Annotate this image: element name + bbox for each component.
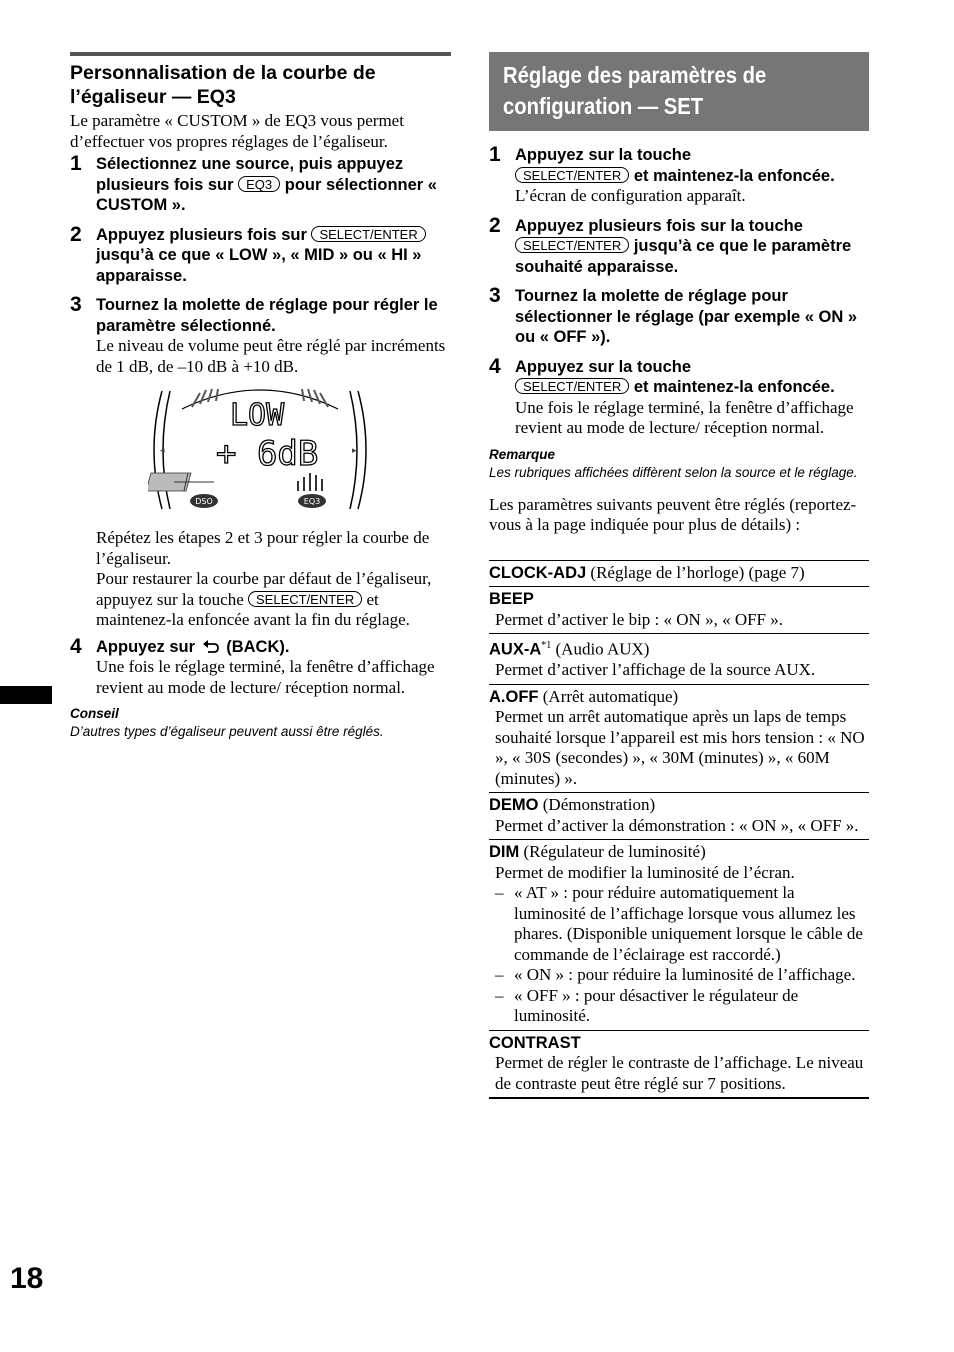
step-heading-text: pour sélectionner « CUSTOM ». — [96, 175, 437, 214]
svg-text:▸: ▸ — [352, 445, 357, 455]
display-line-2: + 6dB — [216, 434, 319, 474]
eq-bars-icon — [298, 473, 322, 491]
step-number: 1 — [489, 143, 501, 166]
eq3-step-2 — [70, 222, 451, 287]
step-body-text: Le niveau de volume peut être réglé par incréments de 1 dB, de –10 dB à +10 dB. — [96, 336, 446, 376]
svg-text:◂: ◂ — [160, 445, 165, 455]
step-heading-text: Appuyez sur la touche — [515, 357, 692, 376]
step-number: 3 — [70, 293, 82, 316]
select-enter-key: SELECT/ENTER — [311, 226, 425, 242]
left-column — [70, 52, 451, 741]
restore-default-text-a: Pour restaurer la courbe par défaut de l’égaliseur, appuyez sur la touche — [96, 569, 432, 609]
chapter-tab-marker — [0, 686, 52, 704]
param-description: Permet de modifier la luminosité de l’écran. — [495, 862, 795, 882]
step-heading-text: Sélectionnez une source, puis appuyez plusieurs fois sur — [96, 155, 404, 194]
param-name: CLOCK-ADJ — [489, 563, 587, 582]
banner-line-1: Réglage des paramètres de — [503, 62, 767, 88]
param-description: Permet d’activer la démonstration : « ON », « OFF ». — [495, 815, 859, 835]
param-subtitle: (Démonstration) — [542, 795, 656, 815]
tip-box — [70, 705, 451, 741]
dim-option-text: « AT » : pour réduire automatiquement la luminosité de l’affichage lorsque vous allumez les phares. (Disponible uniquement lorsque le câble de commande de l’éclairage est raccordé.) — [514, 883, 863, 964]
step-number: 2 — [70, 222, 82, 246]
set-step-4 — [489, 354, 869, 439]
step-heading-text: Appuyez sur — [96, 637, 196, 656]
param-description: Permet un arrêt automatique après un laps de temps souhaité lorsque l’appareil est mis hors tension : « NO », « 30S (secondes) », « 30M (minutes) », « 60M (minutes) ». — [495, 707, 865, 788]
note-box — [489, 446, 869, 482]
step-number: 3 — [489, 284, 501, 307]
param-name: AUX-A — [489, 640, 542, 659]
dim-option-text: « OFF » : pour désactiver le régulateur de luminosité. — [514, 985, 799, 1026]
step-heading-text: Appuyez plusieurs fois sur la touche — [515, 216, 803, 235]
param-subtitle: (Arrêt automatique) — [542, 686, 679, 706]
restore-default-text-b: et maintenez-la enfoncée avant la fin du réglage. — [96, 589, 410, 629]
level-bars-left-icon — [192, 389, 218, 407]
step-heading-text: Tournez la molette de réglage pour sélectionner le réglage (par exemple « ON » ou « OFF »). — [515, 287, 858, 346]
dim-option-off: – « OFF » : pour désactiver le régulateur de luminosité. — [495, 985, 799, 1026]
param-name: A.OFF — [489, 687, 539, 706]
param-beep — [489, 587, 869, 634]
param-name: DIM — [489, 843, 520, 862]
dim-option-text: « ON » : pour réduire la luminosité de l’affichage. — [514, 965, 856, 985]
select-enter-key: SELECT/ENTER — [248, 591, 362, 607]
param-description: Permet d’activer l’affichage de la source AUX. — [495, 660, 816, 680]
step-heading-text: jusqu’à ce que le paramètre souhaité apparaisse. — [515, 237, 852, 276]
param-description: Permet d’activer le bip : « ON », « OFF ». — [495, 609, 784, 629]
dim-option-on: – « ON » : pour réduire la luminosité de l’affichage. — [495, 965, 856, 985]
param-aux-a — [489, 634, 869, 685]
level-bars-right-icon — [302, 389, 328, 407]
repeat-steps-text: Répétez les étapes 2 et 3 pour régler la courbe de l’égaliseur. — [96, 528, 430, 568]
step-number: 2 — [489, 213, 501, 237]
step-number: 4 — [70, 634, 82, 658]
section-title-eq3: Personnalisation de la courbe de l’égaliseur — EQ3 — [70, 62, 376, 108]
section-top-rule — [70, 52, 451, 56]
step-body-text: L’écran de configuration apparaît. — [515, 186, 746, 205]
param-contrast — [489, 1031, 869, 1100]
set-step-1 — [489, 145, 869, 207]
step-heading-text: et maintenez-la enfoncée. — [633, 378, 835, 396]
params-intro: Les paramètres suivants peuvent être réglés (reportez-vous à la page indiquée pour plus de détails) : — [489, 494, 857, 534]
step-heading-text: (BACK). — [226, 637, 290, 656]
step-heading-text: Tournez la molette de réglage pour régler le paramètre sélectionné. — [96, 296, 438, 335]
display-line-1: LOW — [230, 398, 285, 433]
eq3-repeat-instructions — [70, 528, 451, 631]
settings-parameter-table — [489, 560, 869, 1100]
step-heading-text: jusqu’à ce que « LOW », « MID » ou « HI » apparaisse. — [96, 246, 422, 285]
note-label: Remarque — [489, 446, 556, 462]
back-arrow-icon — [202, 640, 220, 654]
section-banner-set — [489, 52, 869, 131]
select-enter-key: SELECT/ENTER — [515, 237, 629, 253]
param-demo — [489, 793, 869, 840]
eq3-step-1 — [70, 154, 451, 216]
set-step-3 — [489, 286, 869, 348]
step-heading-text: et maintenez-la enfoncée. — [633, 166, 835, 185]
param-subtitle: (Réglage de l’horloge) (page 7) — [590, 562, 805, 582]
select-enter-key: SELECT/ENTER — [515, 378, 629, 394]
param-name: CONTRAST — [489, 1033, 581, 1052]
tip-label: Conseil — [70, 706, 119, 721]
unit-display-illustration — [148, 387, 372, 513]
param-a-off — [489, 685, 869, 794]
param-description: Permet de régler le contraste de l’affichage. Le niveau de contraste peut être réglé sur 7 positions. — [495, 1053, 864, 1093]
dso-badge-label: DSO — [195, 497, 213, 506]
note-text: Les rubriques affichées diffèrent selon la source et le réglage. — [489, 464, 858, 480]
dim-option-at: – « AT » : pour réduire automatiquement la luminosité de l’affichage lorsque vous allumez les phares. (Disponible uniquement lorsque le câble de commande de l’éclairage est raccordé.) — [495, 883, 863, 964]
eq3-step-3 — [70, 295, 451, 377]
restore-default-text — [96, 569, 451, 631]
page-number: 18 — [10, 1262, 44, 1295]
set-step-2 — [489, 213, 869, 278]
step-heading-text: Appuyez sur la touche — [515, 146, 692, 164]
param-clock-adj — [489, 561, 869, 588]
eq3-key: EQ3 — [238, 176, 280, 192]
param-name: BEEP — [489, 590, 534, 608]
param-dim — [489, 840, 869, 1031]
param-subtitle: (Audio AUX) — [555, 639, 650, 659]
eq3-badge-label: EQ3 — [303, 497, 321, 506]
select-enter-key: SELECT/ENTER — [515, 167, 629, 183]
footnote-marker: *1 — [541, 640, 552, 651]
eq3-intro: Le paramètre « CUSTOM » de EQ3 vous permet d’effectuer vos propres réglages de l’égaliseur. — [70, 111, 404, 151]
right-column — [489, 52, 869, 1099]
step-number: 4 — [489, 354, 501, 378]
banner-line-2: configuration — SET — [503, 93, 704, 119]
step-body-text: Une fois le réglage terminé, la fenêtre d’affichage revient au mode de lecture/ réception normal. — [96, 657, 435, 697]
param-name: DEMO — [489, 796, 539, 815]
step-body-text: Une fois le réglage terminé, la fenêtre d’affichage revient au mode de lecture/ réception normal. — [515, 397, 854, 437]
eq3-step-4 — [70, 634, 451, 699]
dso-speaker-icon — [148, 473, 214, 491]
step-heading-text: Appuyez plusieurs fois sur — [96, 225, 307, 244]
param-subtitle: (Régulateur de luminosité) — [523, 842, 706, 862]
step-number: 1 — [70, 152, 82, 175]
tip-text: D’autres types d’égaliseur peuvent aussi être réglés. — [70, 724, 384, 739]
